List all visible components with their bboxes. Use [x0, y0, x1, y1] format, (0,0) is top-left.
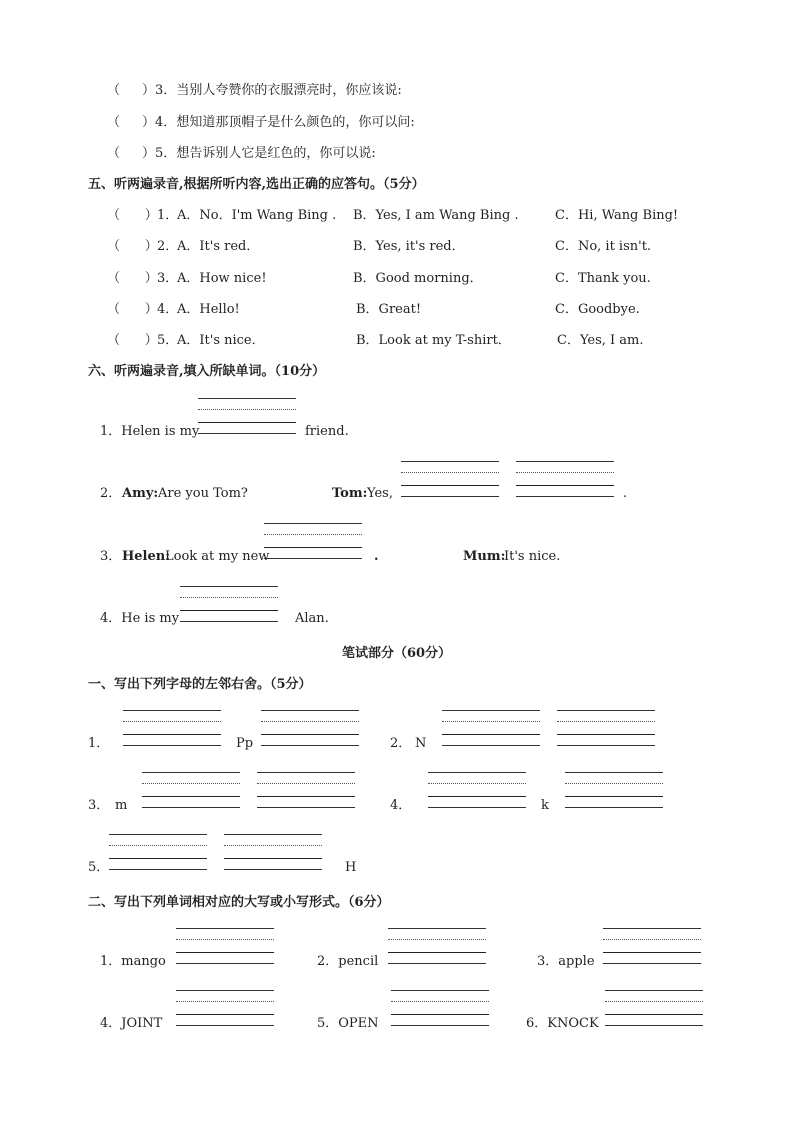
item-number: 1． [157, 208, 179, 223]
writing-grid[interactable] [224, 834, 322, 870]
item-number: 3． [157, 271, 179, 286]
writing-grid[interactable] [142, 772, 240, 808]
fill-q1-prefix: 1．Helen is my [100, 424, 200, 439]
item-number: 2． [157, 239, 179, 254]
option-c: C．Yes, I am. [557, 333, 644, 348]
paren-close: ） [142, 83, 156, 98]
answer-blank[interactable]: （ ） [107, 208, 158, 223]
question-3 [107, 83, 402, 99]
answer-blank[interactable]: （ [107, 115, 121, 130]
option-a: A．How nice! [177, 271, 267, 286]
letter-given: Pp [236, 736, 254, 751]
section-6-title: 六、听两遍录音,填入所缺单词。（10分） [88, 364, 326, 379]
option-b: B．Good morning． [353, 271, 483, 286]
word-item: 1．mango [100, 954, 166, 969]
writing-grid[interactable] [428, 772, 526, 808]
writing-grid[interactable] [391, 990, 489, 1026]
writing-grid[interactable] [176, 990, 274, 1026]
writing-grid[interactable] [442, 710, 540, 746]
letter-item-number: 1． [88, 736, 110, 751]
question-text: 想知道那顶帽子是什么颜色的，你可以问: [176, 115, 415, 130]
letter-item-number: 2． [390, 736, 412, 751]
writing-grid[interactable] [603, 928, 701, 964]
writing-grid[interactable] [123, 710, 221, 746]
option-a: A．No．I'm Wang Bing . [177, 208, 337, 223]
fill-q2-line1: Are you Tom? [158, 486, 248, 501]
written-part-header: 笔试部分（60分） [342, 646, 452, 661]
letter-given: m [115, 798, 128, 813]
written-2-title: 二、写出下列单词相对应的大写或小写形式。（6分） [88, 895, 390, 910]
option-c: C．Thank you. [555, 271, 651, 286]
option-a: A．Hello! [177, 302, 240, 317]
writing-grid[interactable] [257, 772, 355, 808]
fill-q1-suffix: friend. [305, 424, 349, 439]
option-a: A．It's nice． [177, 333, 265, 348]
option-c: C．Goodbye. [555, 302, 640, 317]
word-item: 5．OPEN [317, 1016, 379, 1031]
section-5-title: 五、听两遍录音,根据所听内容,选出正确的应答句。（5分） [88, 177, 425, 192]
writing-grid[interactable] [109, 834, 207, 870]
written-1-title: 一、写出下列字母的左邻右舍。（5分） [88, 677, 312, 692]
letter-given: N [415, 736, 427, 751]
answer-blank[interactable]: （ ） [107, 302, 158, 317]
paren-close: ） [142, 115, 156, 130]
fill-q2-number: 2． [100, 486, 122, 501]
letter-given: k [541, 798, 549, 813]
item-number: 4． [157, 302, 179, 317]
option-b: B．Yes, I am Wang Bing . [353, 208, 519, 223]
fill-q2-line2: Yes, [367, 486, 393, 501]
speaker-mum: Mum: [463, 549, 506, 564]
option-b: B．Look at my T-shirt． [356, 333, 511, 348]
option-c: C．Hi, Wang Bing! [555, 208, 679, 223]
answer-blank[interactable]: （ ） [107, 239, 158, 254]
word-item: 2．pencil [317, 954, 379, 969]
letter-item-number: 3． [88, 798, 110, 813]
option-c: C．No, it isn't. [555, 239, 652, 254]
question-5 [107, 146, 376, 162]
fill-q3-line1: Look at my new [165, 549, 270, 564]
answer-blank[interactable]: （ ） [107, 271, 158, 286]
letter-item-number: 5． [88, 860, 110, 875]
fill-q2-end: . [623, 486, 628, 501]
speaker-helen: Helen: [122, 549, 171, 564]
writing-grid[interactable] [198, 398, 296, 434]
writing-grid[interactable] [401, 461, 499, 497]
word-item: 3．apple [537, 954, 595, 969]
writing-grid[interactable] [516, 461, 614, 497]
letter-item-number: 4． [390, 798, 412, 813]
fill-q4-prefix: 4．He is my [100, 611, 180, 626]
paren-close: ） [142, 146, 156, 161]
question-text: 当别人夸赞你的衣服漂亮时，你应该说: [176, 83, 402, 98]
speaker-amy: Amy: [122, 486, 159, 501]
writing-grid[interactable] [388, 928, 486, 964]
writing-grid[interactable] [176, 928, 274, 964]
option-a: A．It's red． [177, 239, 260, 254]
word-item: 6．KNOCK [526, 1016, 599, 1031]
question-number: 3． [155, 83, 177, 98]
writing-grid[interactable] [264, 523, 362, 559]
fill-q4-suffix: Alan. [295, 611, 329, 626]
writing-grid[interactable] [557, 710, 655, 746]
answer-blank[interactable]: （ [107, 146, 121, 161]
fill-q3-number: 3． [100, 549, 122, 564]
writing-grid[interactable] [565, 772, 663, 808]
question-4 [107, 115, 415, 131]
writing-grid[interactable] [180, 586, 278, 622]
word-item: 4．JOINT [100, 1016, 163, 1031]
question-number: 5． [155, 146, 177, 161]
writing-grid[interactable] [261, 710, 359, 746]
writing-grid[interactable] [605, 990, 703, 1026]
question-number: 4． [155, 115, 177, 130]
option-b: B．Great! [356, 302, 422, 317]
option-b: B．Yes, it's red． [353, 239, 465, 254]
letter-given: H [345, 860, 357, 875]
item-number: 5． [157, 333, 179, 348]
question-text: 想告诉别人它是红色的，你可以说: [176, 146, 376, 161]
speaker-tom: Tom: [332, 486, 368, 501]
fill-q3-end: . [374, 549, 379, 564]
answer-blank[interactable]: （ ） [107, 333, 158, 348]
fill-q3-line2: It's nice. [504, 549, 561, 564]
answer-blank[interactable]: （ [107, 83, 121, 98]
